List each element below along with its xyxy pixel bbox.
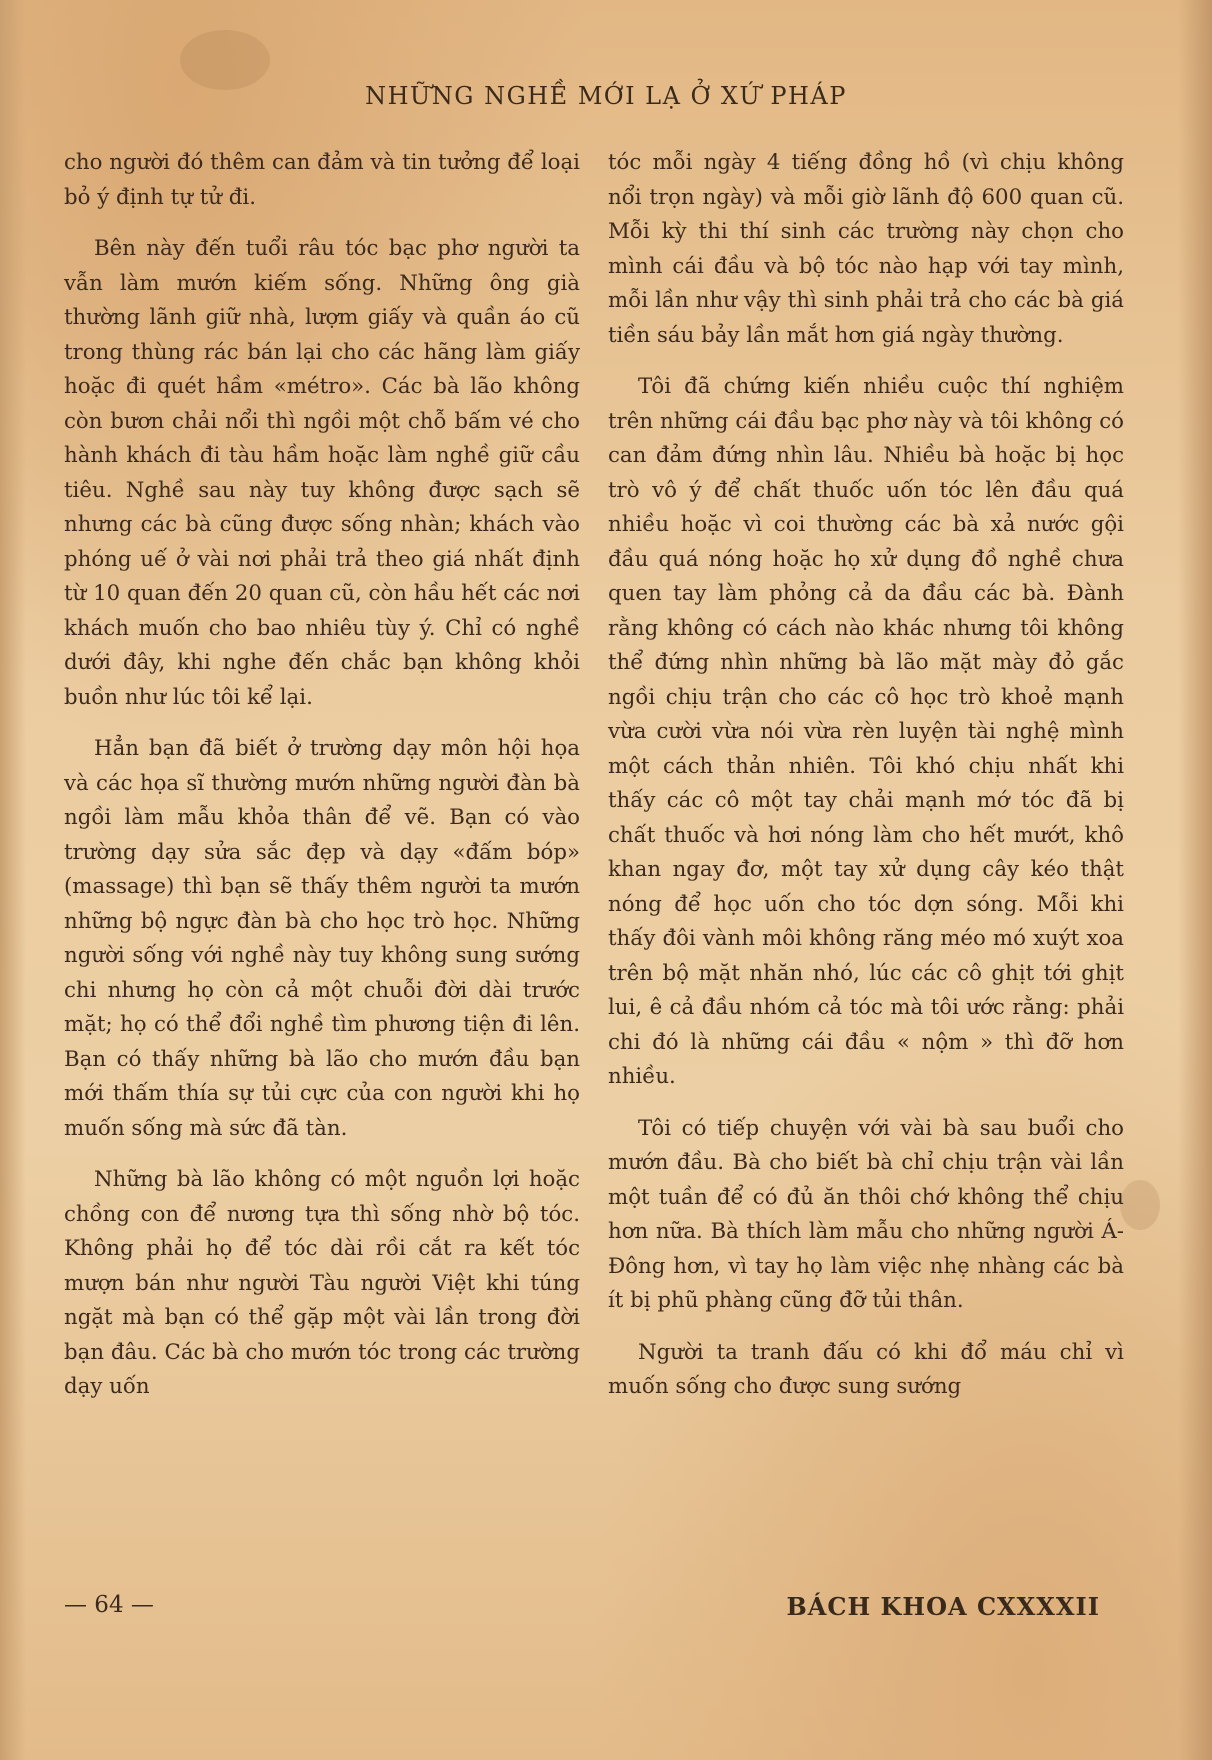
paragraph: Tôi đã chứng kiến nhiều cuộc thí nghiệm trên những cái đầu bạc phơ này và tôi không có can đảm đứng nhìn lâu. Nhiều bà hoặc bị học trò vô ý để chất thuốc uốn tóc lên đầu quá nhiều hoặc vì coi thường các bà xả nước gội đầu quá nóng hoặc họ xử dụng đồ nghề chưa quen tay làm phỏng cả da đầu các bà. Đành rằng không có cách nào khác nhưng tôi không thể đứng nhìn những bà lão mặt mày đỏ gắc ngồi chịu trận cho các cô học trò khoẻ mạnh vừa cười vừa nói vừa rèn luyện tài nghệ mình một cách thản nhiên. Tôi khó chịu nhất khi thấy các cô một tay chải mạnh mớ tóc đã bị chất thuốc và hơi nóng làm cho hết mướt, khô khan ngay đơ, một tay xử dụng cây kéo thật nóng để học uốn cho tóc dợn sóng. Mỗi khi thấy đôi vành môi không răng méo mó xuýt xoa trên bộ mặt nhăn nhó, lúc các cô ghịt tới ghịt lui, ê cả đầu nhóm cả tóc mà tôi ước rằng: phải chi đó là những cái đầu « nộm » thì đỡ hơn nhiều.	[608, 374, 1124, 1089]
paragraph: Hẳn bạn đã biết ở trường dạy môn hội họa và các họa sĩ thường mướn những người đàn bà ngồi làm mẫu khỏa thân để vẽ. Bạn có vào trường dạy sửa sắc đẹp và dạy «đấm bóp» (massage) thì bạn sẽ thấy thêm người ta mướn những bộ ngực đàn bà cho học trò học. Những người sống với nghề này tuy không sung sướng chi nhưng họ còn cả một chuỗi đời dài trước mặt; họ có thể đổi nghề tìm phương tiện đi lên. Bạn có thấy những bà lão cho mướn đầu bạn mới thấm thía sự tủi cực của con người khi họ muốn sống mà sức đã tàn.	[64, 736, 580, 1141]
running-title: NHỮNG NGHỀ MỚI LẠ Ở XỨ PHÁP	[365, 82, 847, 110]
left-column	[64, 146, 580, 1422]
paragraph: cho người đó thêm can đảm và tin tưởng để loại bỏ ý định tự tử đi.	[64, 150, 580, 210]
paragraph: Người ta tranh đấu có khi đổ máu chỉ vì muốn sống cho được sung sướng	[608, 1339, 1124, 1399]
page-number: — 64 —	[64, 1592, 154, 1618]
right-column	[608, 146, 1124, 1422]
paper-stain	[180, 30, 270, 90]
paragraph: tóc mỗi ngày 4 tiếng đồng hồ (vì chịu không nổi trọn ngày) và mỗi giờ lãnh độ 600 quan cũ. Mỗi kỳ thi thí sinh các trường này chọn cho mình cái đầu và bộ tóc nào hạp với tay mình, mỗi lần như vậy thì sinh phải trả cho các bà giá tiền sáu bảy lần mắt hơn giá ngày thường.	[608, 150, 1124, 348]
paragraph: Bên này đến tuổi râu tóc bạc phơ người ta vẫn làm mướn kiếm sống. Những ông già thường lãnh giữ nhà, lượm giấy và quần áo cũ trong thùng rác bán lại cho các hãng làm giấy hoặc đi quét hầm «métro». Các bà lão không còn bươn chải nổi thì ngồi một chỗ bấm vé cho hành khách đi tàu hầm hoặc làm nghề giữ cầu tiêu. Nghề sau này tuy không được sạch sẽ nhưng các bà cũng được sống nhàn; khách vào phóng uế ở vài nơi phải trả theo giá nhất định từ 10 quan đến 20 quan cũ, còn hầu hết các nơi khách muốn cho bao nhiêu tùy ý. Chỉ có nghề dưới đây, khi nghe đến chắc bạn không khỏi buồn như lúc tôi kể lại.	[64, 236, 580, 710]
page-edge-shadow-left	[0, 0, 26, 1760]
paper-stain	[1120, 1180, 1160, 1230]
paragraph: Tôi có tiếp chuyện với vài bà sau buổi cho mướn đầu. Bà cho biết bà chỉ chịu trận vài lần một tuần để có đủ ăn thôi chớ không thể chịu hơn nữa. Bà thích làm mẫu cho những người Á-Đông hơn, vì tay họ làm việc nhẹ nhàng các bà ít bị phũ phàng cũng đỡ tủi thân.	[608, 1115, 1124, 1313]
paragraph: Những bà lão không có một nguồn lợi hoặc chồng con để nương tựa thì sống nhờ bộ tóc. Không phải họ để tóc dài rồi cắt ra kết tóc mượn bán như người Tàu người Việt khi túng ngặt mà bạn có thể gặp một vài lần trong đời bạn đâu. Các bà cho mướn tóc trong các trường dạy uốn	[64, 1167, 580, 1399]
magazine-issue: BÁCH KHOA CXXXXII	[786, 1592, 1100, 1621]
page-edge-shadow-right	[1178, 0, 1212, 1760]
